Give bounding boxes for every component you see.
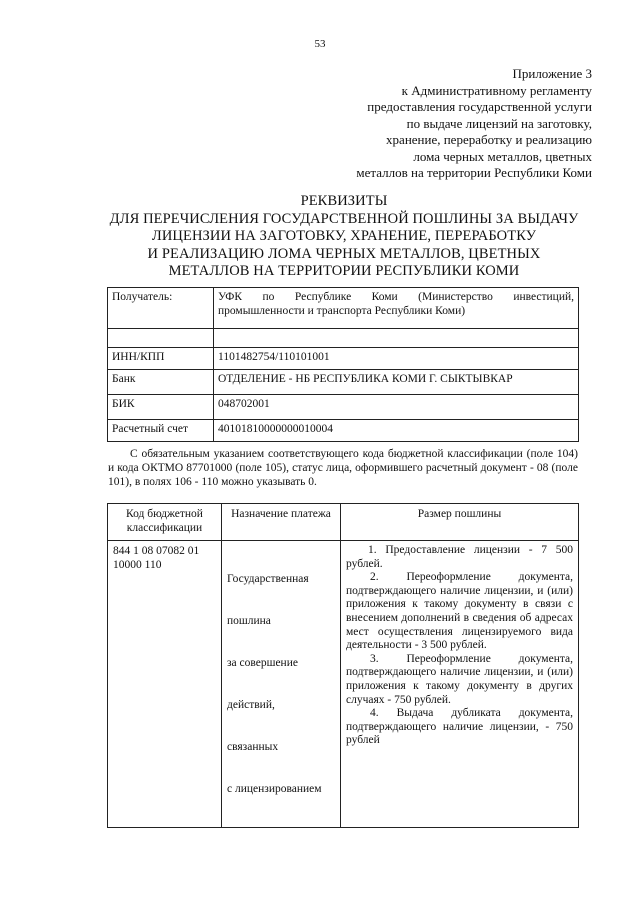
fee-item: 1. Предоставление лицензии - 7 500 рублей. [346,544,573,570]
document-title [84,193,604,281]
empty-row [108,329,579,348]
bank-row [108,370,579,395]
fee-item: 4. Выдача дубликата документа, подтверждающего наличие лицензии, - 750 рублей [346,707,573,747]
header-amount: Размер пошлины [341,504,579,541]
bik-value: 048702001 [214,395,579,420]
recipient-label: Получатель: [108,288,214,329]
inn-label: ИНН/КПП [108,348,214,370]
bik-row [108,395,579,420]
header-code-line: Код бюджетной [126,508,203,520]
title-line: И РЕАЛИЗАЦИЮ ЛОМА ЧЕРНЫХ МЕТАЛЛОВ, ЦВЕТНЫХ [147,245,541,262]
fee-item: 3. Переоформление документа, подтверждающего наличие лицензии, и (или) приложения к такому документу в других случаях - 750 рублей. [346,652,573,706]
appendix-line: металлов на территории Республики Коми [356,165,592,180]
fee-amounts [341,541,579,828]
purpose-line: пошлина [227,615,271,627]
purpose-line: с лицензированием [227,783,322,795]
account-label: Расчетный счет [108,420,214,442]
account-value: 40101810000000010004 [214,420,579,442]
purpose-line: за совершение [227,657,298,669]
recipient-value-line: УФК по Республике Коми (Министерство инвестиций, [218,291,574,303]
title-line: МЕТАЛЛОВ НА ТЕРРИТОРИИ РЕСПУБЛИКИ КОМИ [168,263,520,279]
bank-value: ОТДЕЛЕНИЕ - НБ РЕСПУБЛИКА КОМИ Г. СЫКТЫВКАР [214,370,579,395]
empty-cell [108,329,214,348]
title-line: РЕКВИЗИТЫ [300,193,388,209]
fee-table-header [108,504,579,541]
appendix-line: хранение, переработку и реализацию [386,132,592,147]
payment-note: С обязательным указанием соответствующего кода бюджетной классификации (поле 104) и кода ОКТМО 87701000 (поле 105), статус лица, оформившего расчетный документ - 08 (поле 101), в полях 106 - 110 можно указывать 0. [108,448,578,488]
appendix-reference [272,66,592,182]
budget-code-line: 844 1 08 07082 01 [113,545,200,557]
appendix-line: к Административному регламенту [401,82,592,98]
purpose-line: связанных [227,741,279,753]
empty-cell [214,329,579,348]
header-code-line: классификации [126,522,203,534]
inn-value: 1101482754/110101001 [214,348,579,370]
fee-table-row [108,541,579,828]
appendix-line: предоставления государственной услуги [367,99,592,114]
appendix-line: Приложение 3 [512,66,592,81]
account-row [108,420,579,442]
fee-item: 2. Переоформление документа, подтверждающего наличие лицензии, и (или) приложения к такому документу в связи с внесением дополнений в сведения об адресах мест осуществления лицензируемого вида деятельности - 3 500 рублей. [346,571,573,652]
purpose-line: Государственная [227,573,309,585]
purpose-line: действий, [227,699,275,711]
header-purpose: Назначение платежа [222,504,341,541]
recipient-value [214,288,579,329]
appendix-line: по выдаче лицензий на заготовку, [406,115,592,131]
header-code [108,504,222,541]
page-number: 53 [314,38,326,50]
inn-row [108,348,579,370]
fee-table [107,503,579,828]
title-line: ДЛЯ ПЕРЕЧИСЛЕНИЯ ГОСУДАРСТВЕННОЙ ПОШЛИНЫ ЗА ВЫДАЧУ [109,210,579,227]
recipient-row [108,288,579,329]
recipient-value-line: промышленности и транспорта Республики Коми) [218,305,466,317]
appendix-line: лома черных металлов, цветных [413,148,592,164]
bik-label: БИК [108,395,214,420]
bank-label: Банк [108,370,214,395]
recipient-details-table [107,287,579,442]
budget-code [108,541,222,828]
payment-purpose [222,541,341,828]
budget-code-line: 10000 110 [113,559,162,571]
title-line: ЛИЦЕНЗИИ НА ЗАГОТОВКУ, ХРАНЕНИЕ, ПЕРЕРАБОТКУ [151,228,537,244]
